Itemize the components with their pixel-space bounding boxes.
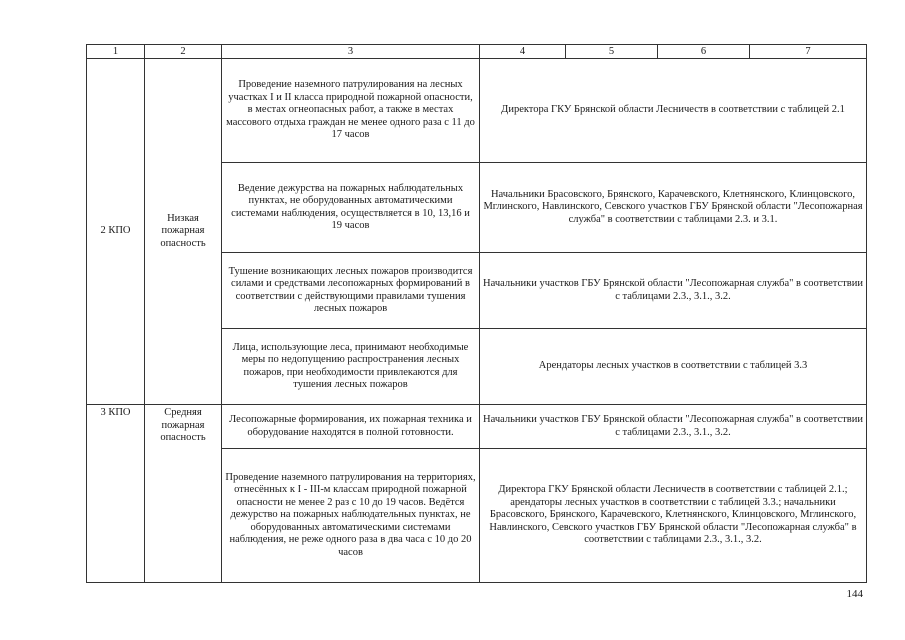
column-number: 5 <box>566 45 658 59</box>
responsible-cell: Начальники участков ГБУ Брянской области "Лесопожарная служба" в соответствии с таблицами 2.3., 3.1., 3.2. <box>480 405 867 449</box>
page-number: 144 <box>846 588 863 600</box>
column-number: 7 <box>750 45 867 59</box>
measure-cell: Лесопожарные формирования, их пожарная техника и оборудование находятся в полной готовности. <box>222 405 480 449</box>
column-number: 1 <box>87 45 145 59</box>
header-row <box>87 45 867 59</box>
measure-cell: Проведение наземного патрулирования на лесных участках I и II класса природной пожарной опасности, в местах огнеопасных работ, а также в местах массового отдыха граждан не менее одного раза с 11 до 17 часов <box>222 59 480 163</box>
column-number: 3 <box>222 45 480 59</box>
responsible-cell: Арендаторы лесных участков в соответствии с таблицей 3.3 <box>480 329 867 405</box>
table-row <box>87 59 867 163</box>
column-number: 2 <box>145 45 222 59</box>
column-number: 4 <box>480 45 566 59</box>
responsible-cell: Директора ГКУ Брянской области Лесничеств в соответствии с таблицей 2.1.; арендаторы лесных участков в соответствии с таблицей 3.3.; начальники Брасовского, Брянского, Карачевского, Клетнянского, Клинцовского, Мглинского, Навлинского, Севского участков ГБУ Брянской области "Лесопожарная служба" в соответствии с таблицами 2.3., 3.1., 3.2. <box>480 449 867 583</box>
responsible-cell: Начальники Брасовского, Брянского, Карачевского, Клетнянского, Клинцовского, Мглинского, Навлинского, Севского участков ГБУ Брянской области "Лесопожарная служба" в соответствии с таблицами 2.3. и 3.1. <box>480 163 867 253</box>
measure-cell: Ведение дежурства на пожарных наблюдательных пунктах, не оборудованных автоматическими системами наблюдения, осуществляется в 10, 13,16 и 19 часов <box>222 163 480 253</box>
fire-class-cell: 3 КПО <box>87 405 145 583</box>
measure-cell: Проведение наземного патрулирования на территориях, отнесённых к I - III-м классам природной пожарной опасности не менее 2 раз с 10 до 19 часов. Ведётся дежурство на пожарных наблюдательных пунктах, не оборудованных автоматическими системами наблюдения, не реже одного раза в два часа с 10 до 20 часов <box>222 449 480 583</box>
table-row <box>87 405 867 449</box>
danger-level-cell: Низкая пожарная опасность <box>145 59 222 405</box>
measure-cell: Лица, использующие леса, принимают необходимые меры по недопущению распространения лесных пожаров, при необходимости привлекаются для тушения лесных пожаров <box>222 329 480 405</box>
fire-class-cell: 2 КПО <box>87 59 145 405</box>
danger-level-cell: Средняя пожарная опасность <box>145 405 222 583</box>
fire-plan-table <box>86 44 867 583</box>
column-number: 6 <box>658 45 750 59</box>
measure-cell: Тушение возникающих лесных пожаров производится силами и средствами лесопожарных формирований в соответствии с действующими правилами тушения лесных пожаров <box>222 253 480 329</box>
responsible-cell: Начальники участков ГБУ Брянской области "Лесопожарная служба" в соответствии с таблицами 2.3., 3.1., 3.2. <box>480 253 867 329</box>
responsible-cell: Директора ГКУ Брянской области Лесничеств в соответствии с таблицей 2.1 <box>480 59 867 163</box>
